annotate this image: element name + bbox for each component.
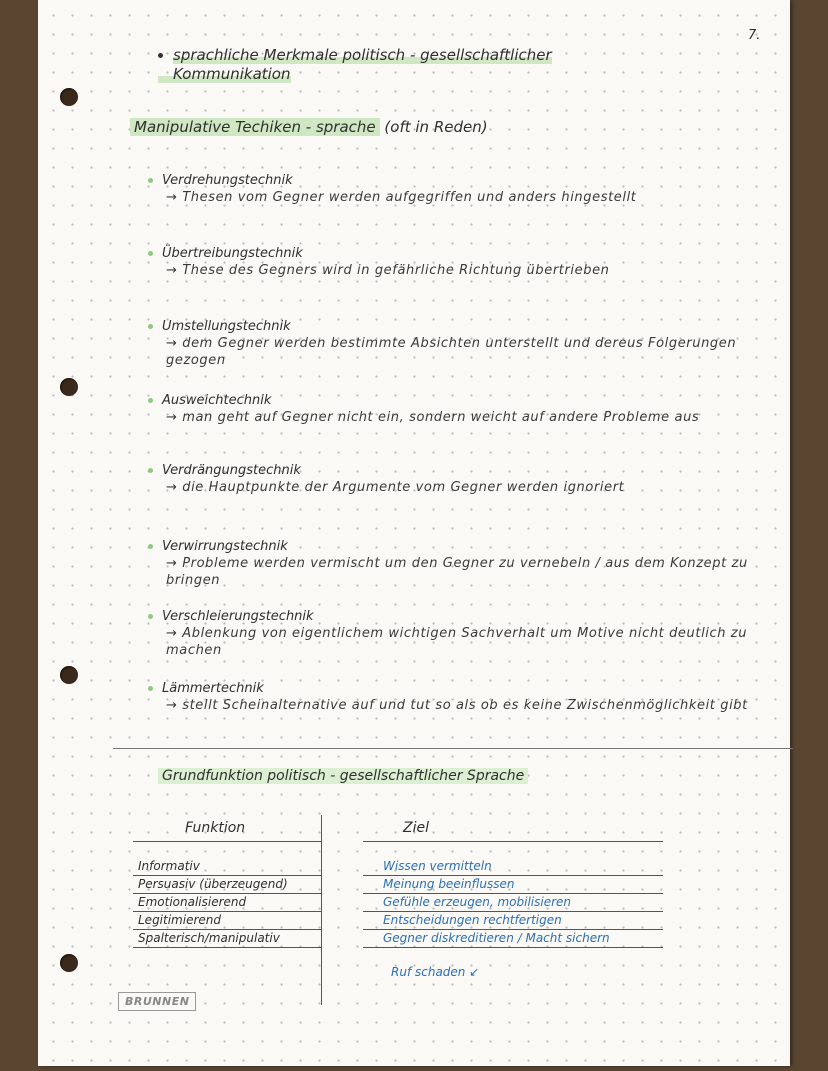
technique-item: Verwirrungstechnik → Probleme werden vermischt um den Gegner zu vernebeln / aus dem Konzept zu bringen: [148, 538, 768, 589]
table-rule: [363, 841, 663, 842]
table-divider: [321, 815, 322, 1005]
page-number: 7.: [748, 28, 761, 43]
technique-item: Lämmertechnik → stellt Scheinalternative auf und tut so als ob es keine Zwischenmöglichkeit gibt: [148, 680, 768, 714]
table-rule: [133, 947, 321, 948]
divider: [113, 748, 793, 749]
table-cell-function: Persuasiv (überzeugend): [138, 877, 288, 891]
column-header-goal: Ziel: [403, 820, 429, 836]
heading-manipulative-techniken: Manipulative Techiken - sprache (oft in Reden): [130, 118, 488, 136]
technique-item: Ausweichtechnik → man geht auf Gegner nicht ein, sondern weicht auf andere Probleme aus: [148, 392, 768, 426]
table-rule: [133, 875, 321, 876]
heading-merkmale: sprachliche Merkmale politisch - gesellschaftlicher Kommunikation: [158, 46, 718, 84]
table-rule: [363, 947, 663, 948]
technique-item: Verdrehungstechnik → Thesen vom Gegner werden aufgegriffen und anders hingestellt: [148, 172, 768, 206]
bullet-icon: [148, 178, 153, 183]
notebook-page: [38, 0, 790, 1066]
binder-hole: [60, 666, 78, 684]
table-cell-function: Spalterisch/manipulativ: [138, 931, 280, 945]
bullet-icon: [148, 544, 153, 549]
table-rule: [133, 841, 321, 842]
heading-grundfunktion: Grundfunktion politisch - gesellschaftlicher Sprache: [158, 768, 528, 784]
annotation-note: Ruf schaden ↙: [391, 965, 480, 979]
table-cell-goal: Meinung beeinflussen: [383, 877, 515, 891]
table-cell-goal: Entscheidungen rechtfertigen: [383, 913, 562, 927]
table-rule: [363, 911, 663, 912]
bullet-icon: [148, 468, 153, 473]
function-table: [133, 815, 773, 1005]
binder-hole: [60, 954, 78, 972]
table-cell-function: Emotionalisierend: [138, 895, 247, 909]
bullet-icon: [148, 398, 153, 403]
table-rule: [133, 929, 321, 930]
table-cell-function: Legitimierend: [138, 913, 222, 927]
binder-hole: [60, 88, 78, 106]
technique-item: Übertreibungstechnik → These des Gegners wird in gefährliche Richtung übertrieben: [148, 245, 768, 279]
table-rule: [133, 893, 321, 894]
bullet-icon: [158, 53, 163, 58]
column-header-function: Funktion: [185, 820, 246, 836]
table-cell-goal: Gegner diskreditieren / Macht sichern: [383, 931, 610, 945]
table-rule: [363, 875, 663, 876]
bullet-icon: [148, 686, 153, 691]
technique-item: Verschleierungstechnik → Ablenkung von eigentlichem wichtigen Sachverhalt um Motive nicht deutlich zu machen: [148, 608, 768, 659]
technique-item: Umstellungstechnik → dem Gegner werden bestimmte Absichten unterstellt und dereus Folgerungen gezogen: [148, 318, 768, 369]
table-cell-goal: Wissen vermitteln: [383, 859, 492, 873]
binder-hole: [60, 378, 78, 396]
table-cell-goal: Gefühle erzeugen, mobilisieren: [383, 895, 572, 909]
table-rule: [363, 893, 663, 894]
bullet-icon: [148, 251, 153, 256]
brand-logo: BRUNNEN: [118, 992, 196, 1011]
table-rule: [363, 929, 663, 930]
table-rule: [133, 911, 321, 912]
technique-item: Verdrängungstechnik → die Hauptpunkte der Argumente vom Gegner werden ignoriert: [148, 462, 768, 496]
bullet-icon: [148, 614, 153, 619]
bullet-icon: [148, 324, 153, 329]
table-cell-function: Informativ: [138, 859, 200, 873]
